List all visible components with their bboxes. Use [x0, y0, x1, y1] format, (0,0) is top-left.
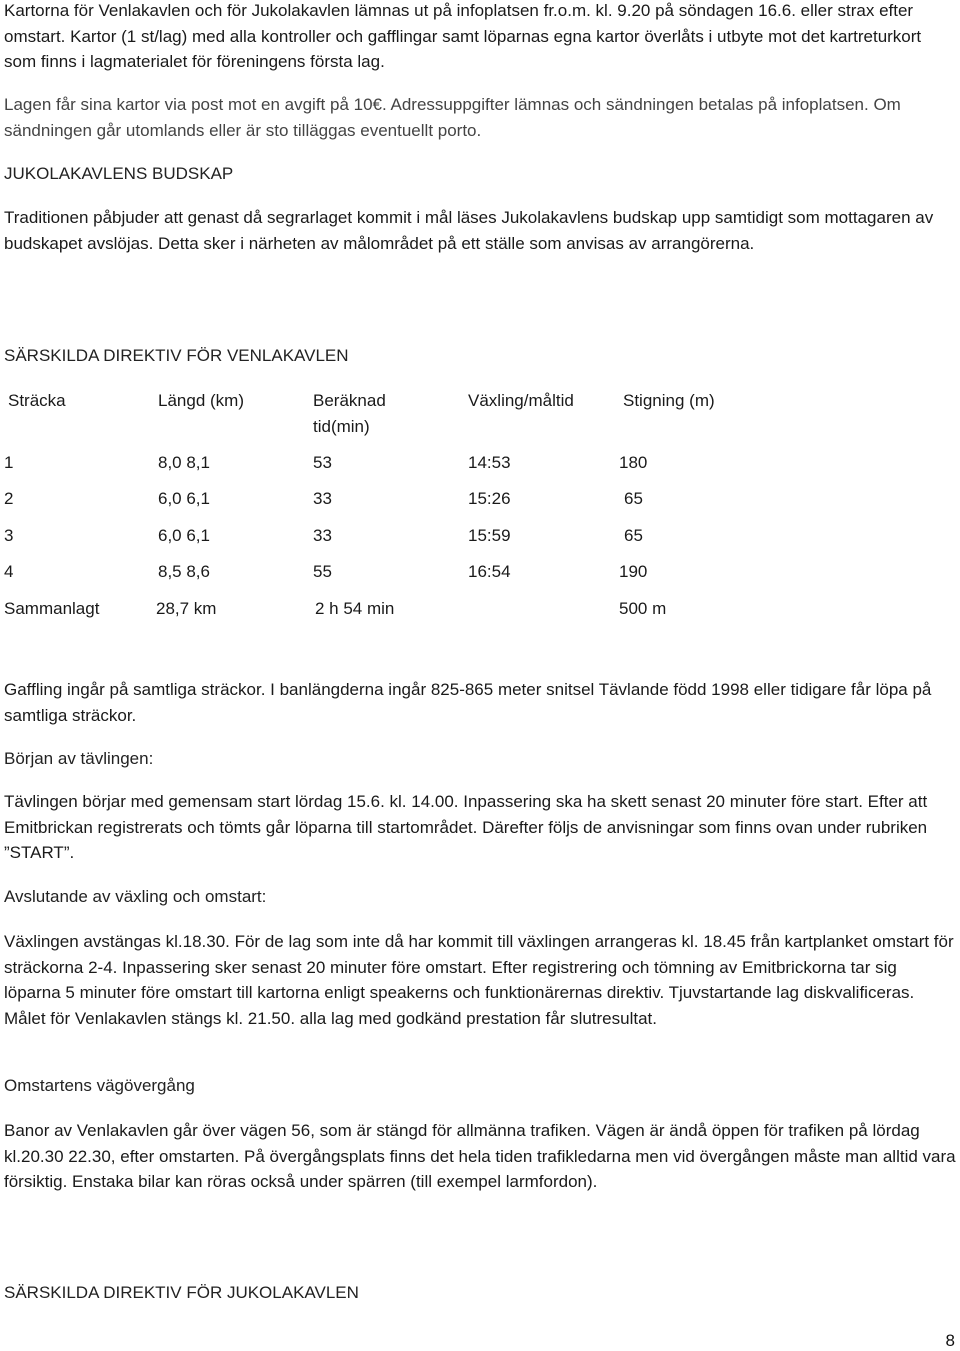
page-number: 8 — [945, 1331, 955, 1350]
cell-vaxling: 16:54 — [468, 562, 511, 581]
header-stigning: Stigning (m) — [623, 391, 715, 410]
cell-langd: 6,0 6,1 — [158, 526, 210, 545]
cell-tid: 33 — [313, 526, 332, 545]
cell-langd: 6,0 6,1 — [158, 489, 210, 508]
borjan-text: Tävlingen börjar med gemensam start lördag 15.6. kl. 14.00. Inpassering ska ha skett senast 20 minuter före start. Efter att Emitbrickan registrerats och tömts går löparna till startområdet. Därefter följs de anvisningar som finns ovan under rubriken ”START”. — [4, 792, 928, 862]
total-label: Sammanlagt — [4, 599, 100, 618]
cell-tid: 33 — [313, 489, 332, 508]
venla-heading: SÄRSKILDA DIREKTIV FÖR VENLAKAVLEN — [4, 346, 349, 365]
cell-stracka: 4 — [4, 562, 14, 581]
intro-paragraph-maps: Kartorna för Venlakavlen och för Jukolakavlen lämnas ut på infoplatsen fr.o.m. kl. 9.20 på söndagen 16.6. eller strax efter omstart. Kartor (1 st/lag) med alla kontroller och gafflingar samt löparnas egna kartor överlåts i utbyte mot det kartreturkort som finns i lagmaterialet för föreningens första lag. — [4, 1, 922, 71]
cell-stracka: 2 — [4, 489, 14, 508]
cell-stigning: 180 — [619, 453, 648, 472]
cell-stigning: 190 — [619, 562, 648, 581]
total-time: 2 h 54 min — [315, 599, 395, 618]
header-beraknad: Beräknad — [313, 391, 386, 410]
cell-langd: 8,5 8,6 — [158, 562, 210, 581]
borjan-heading: Början av tävlingen: — [4, 749, 154, 768]
cell-tid: 55 — [313, 562, 332, 581]
cell-stracka: 3 — [4, 526, 14, 545]
cell-stigning: 65 — [624, 526, 643, 545]
cell-stracka: 1 — [4, 453, 14, 472]
cell-vaxling: 15:26 — [468, 489, 511, 508]
header-stracka: Sträcka — [8, 391, 66, 410]
budskap-text: Traditionen påbjuder att genast då segrarlaget kommit i mål läses Jukolakavlens budskap upp samtidigt som mottagaren av budskapet avslöjas. Detta sker i närheten av målområdet på ett ställe som anvisas av arrangörerna. — [4, 208, 934, 253]
cell-tid: 53 — [313, 453, 332, 472]
cell-vaxling: 15:59 — [468, 526, 511, 545]
cell-vaxling: 14:53 — [468, 453, 511, 472]
avslut-heading: Avslutande av växling och omstart: — [4, 887, 267, 906]
intro-paragraph-post: Lagen får sina kartor via post mot en avgift på 10€. Adressuppgifter lämnas och sändningen betalas på infoplatsen. Om sändningen går utomlands eller är sto tilläggas eventuellt porto. — [4, 95, 901, 140]
avslut-text: Växlingen avstängas kl.18.30. För de lag som inte då har kommit till växlingen arrangeras kl. 18.45 från kartplanket omstart för sträckorna 2-4. Inpassering sker senast 20 minuter före omstart. Efter registrering och tömning av Emitbrickorna tar sig löparna 5 minuter före omstart till kartorna enligt speakerns och funktionärernas direktiv. Tjuvstartande lag diskvalificeras. Målet för Venlakavlen stängs kl. 21.50. alla lag med godkänd prestation får slutresultat. — [4, 932, 954, 1028]
header-vaxling: Växling/måltid — [468, 391, 574, 410]
vagovergang-heading: Omstartens vägövergång — [4, 1076, 195, 1095]
gaffling-text: Gaffling ingår på samtliga sträckor. I banlängderna ingår 825-865 meter snitsel Tävlande född 1998 eller tidigare får löpa på samtliga sträckor. — [4, 680, 932, 725]
total-length: 28,7 km — [156, 599, 217, 618]
cell-stigning: 65 — [624, 489, 643, 508]
cell-langd: 8,0 8,1 — [158, 453, 210, 472]
budskap-heading: JUKOLAKAVLENS BUDSKAP — [4, 164, 234, 183]
header-tid: tid(min) — [313, 417, 370, 436]
jukola-heading: SÄRSKILDA DIREKTIV FÖR JUKOLAKAVLEN — [4, 1283, 359, 1302]
vagovergang-text: Banor av Venlakavlen går över vägen 56, som är stängd för allmänna trafiken. Vägen är ändå öppen för trafiken på lördag kl.20.30 22.30, efter omstarten. På övergångsplats finns det hela tiden trafikledarna men vid övergången måste man alltid vara försiktig. Enstaka bilar kan röras också under spärren (till exempel larmfordon). — [4, 1121, 956, 1191]
total-climb: 500 m — [619, 599, 667, 618]
header-langd: Längd (km) — [158, 391, 244, 410]
